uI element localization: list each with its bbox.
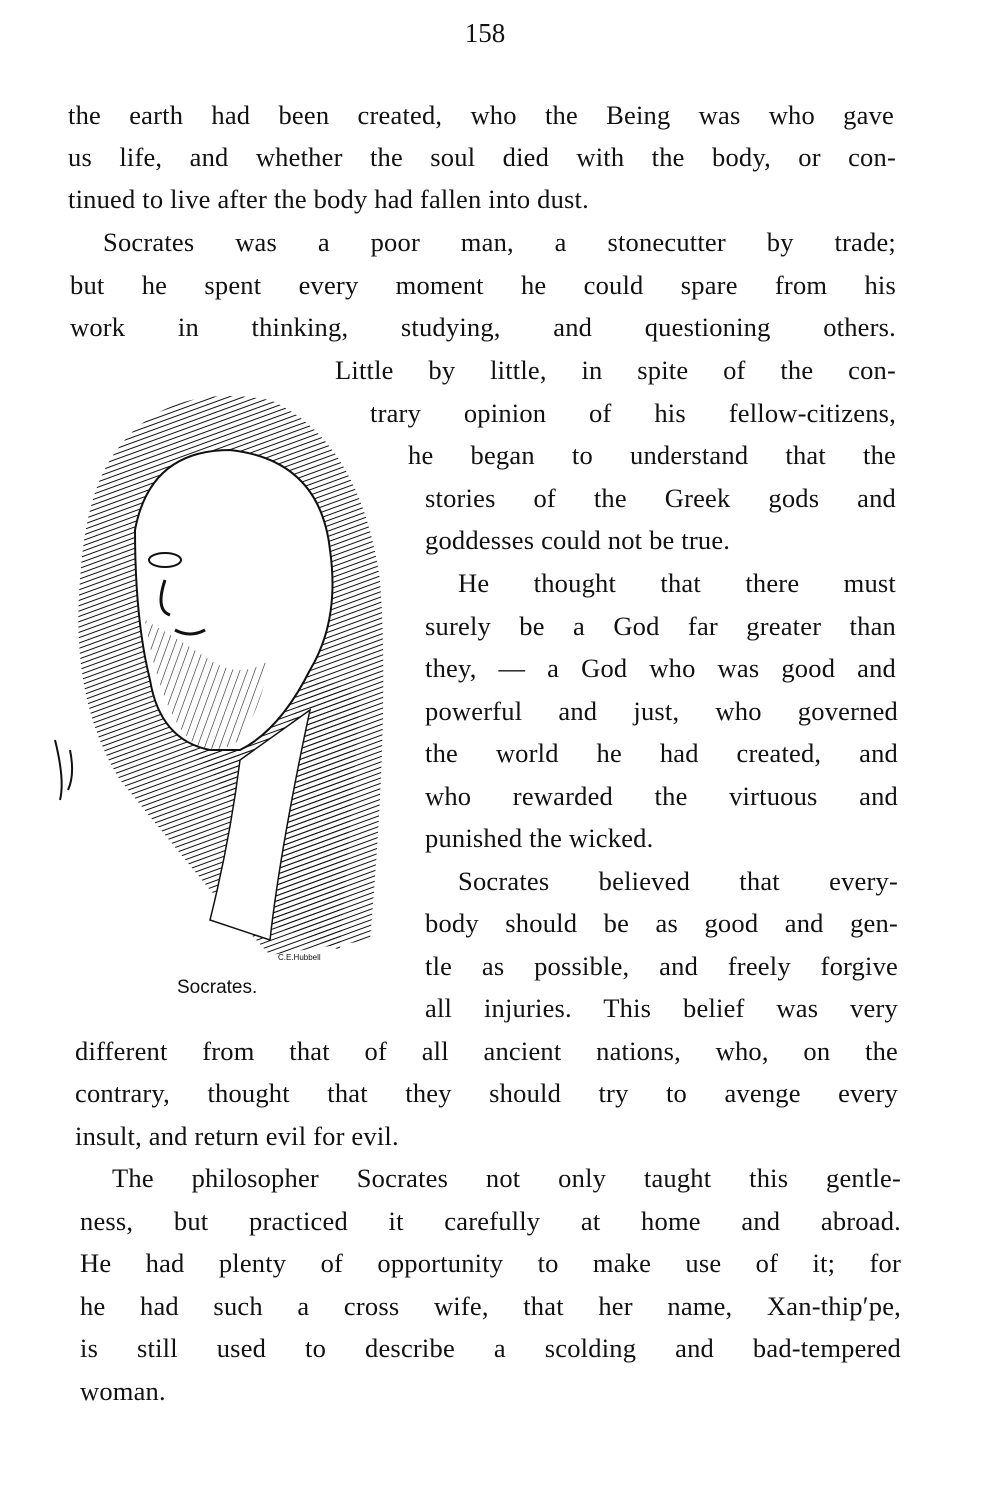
text-line: stories of the Greek gods and xyxy=(425,483,896,513)
text-line: work in thinking, studying, and questioning others. xyxy=(70,312,896,342)
text-line: they, — a God who was good and xyxy=(425,653,896,683)
text-line: tinued to live after the body had fallen into dust. xyxy=(68,184,589,214)
text-line: powerful and just, who governed xyxy=(425,696,898,726)
text-line: all injuries. This belief was very xyxy=(425,993,898,1023)
text-line: who rewarded the virtuous and xyxy=(425,781,898,811)
text-line: He had plenty of opportunity to make use of it; for xyxy=(80,1248,901,1278)
text-line: tle as possible, and freely forgive xyxy=(425,951,898,981)
text-line: contrary, thought that they should try to avenge every xyxy=(75,1078,898,1108)
text-line: different from that of all ancient nations, who, on the xyxy=(75,1036,898,1066)
text-line: he began to understand that the xyxy=(408,440,896,470)
text-line: He thought that there must xyxy=(458,568,896,598)
text-line: is still used to describe a scolding and bad-tempered xyxy=(80,1333,901,1363)
text-line: punished the wicked. xyxy=(425,823,654,853)
text-line: body should be as good and gen- xyxy=(425,908,898,938)
text-line: The philosopher Socrates not only taught this gentle- xyxy=(112,1163,901,1193)
text-line: the earth had been created, who the Being was who gave xyxy=(68,100,894,130)
text-line: insult, and return evil for evil. xyxy=(75,1121,399,1151)
page-number: 158 xyxy=(464,18,506,48)
text-line: surely be a God far greater than xyxy=(425,611,896,641)
text-line: the world he had created, and xyxy=(425,738,898,768)
text-line: Socrates was a poor man, a stonecutter by trade; xyxy=(103,227,896,257)
text-line: ness, but practiced it carefully at home and abroad. xyxy=(80,1206,901,1236)
text-line: woman. xyxy=(80,1376,166,1406)
figure-caption: Socrates. xyxy=(177,977,258,998)
svg-text:C.E.Hubbell: C.E.Hubbell xyxy=(278,953,321,962)
text-line: goddesses could not be true. xyxy=(425,525,731,555)
text-line: Socrates believed that every- xyxy=(458,866,898,896)
text-line: Little by little, in spite of the con- xyxy=(335,355,896,385)
text-line: but he spent every moment he could spare from his xyxy=(70,270,896,300)
socrates-portrait-illustration xyxy=(40,380,405,975)
text-line: trary opinion of his fellow-citizens, xyxy=(370,398,896,428)
text-line: us life, and whether the soul died with the body, or con- xyxy=(68,142,896,172)
text-line: he had such a cross wife, that her name, Xan-thip′pe, xyxy=(80,1291,901,1321)
